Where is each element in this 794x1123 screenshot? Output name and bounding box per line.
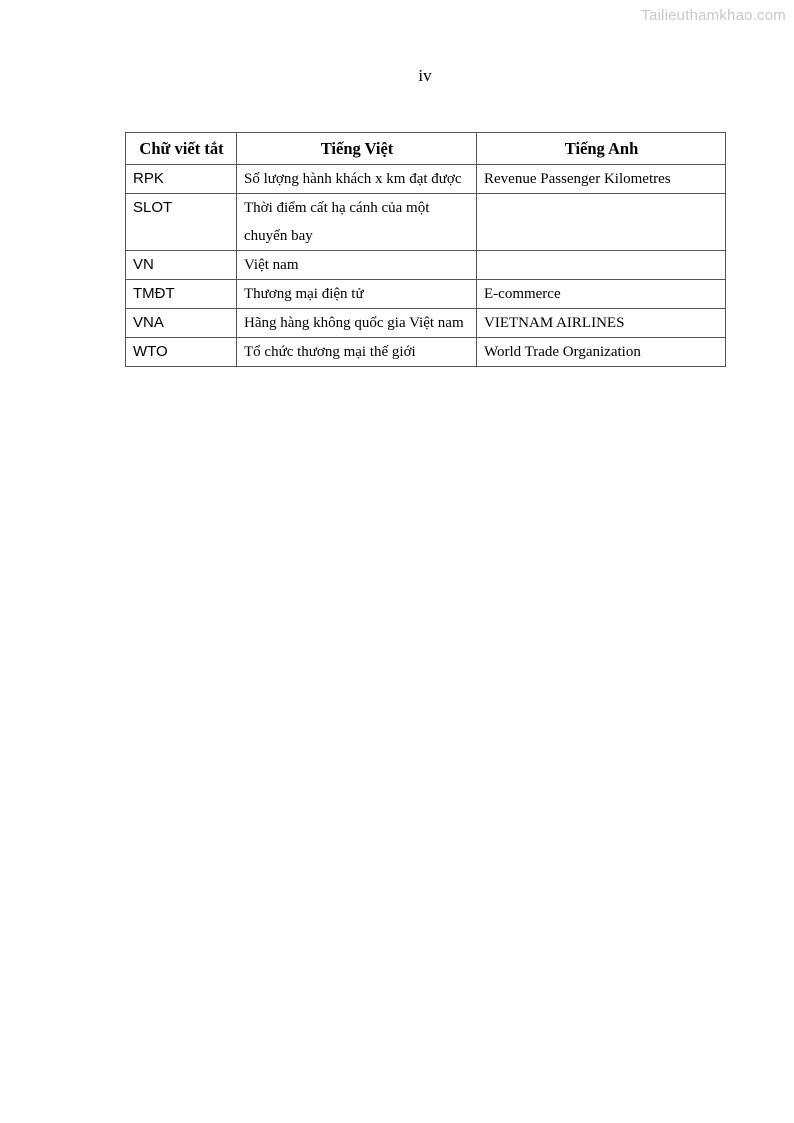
table-row [126,165,726,194]
abbreviation-cell: WTO [126,338,237,367]
table-header-row [126,133,726,165]
abbreviation-cell: TMĐT [126,280,237,309]
english-cell [477,194,726,251]
vietnamese-cell: Hãng hàng không quốc gia Việt nam [237,309,477,338]
table-row [126,309,726,338]
header-vietnamese: Tiếng Việt [237,133,477,165]
english-cell: E-commerce [477,280,726,309]
vietnamese-cell: Tổ chức thương mại thế giới [237,338,477,367]
english-cell: Revenue Passenger Kilometres [477,165,726,194]
header-abbreviation: Chữ viết tắt [126,133,237,165]
abbreviation-cell: RPK [126,165,237,194]
abbreviation-cell: SLOT [126,194,237,251]
abbreviation-table [125,132,726,367]
watermark: Tailieuthamkhao.com [641,7,786,24]
english-cell: VIETNAM AIRLINES [477,309,726,338]
header-english: Tiếng Anh [477,133,726,165]
table-row [126,280,726,309]
english-cell: World Trade Organization [477,338,726,367]
vietnamese-cell: Số lượng hành khách x km đạt được [237,165,477,194]
page-number: iv [418,66,432,85]
vietnamese-cell: Thời điểm cất hạ cánh của một chuyến bay [237,194,477,251]
table-row [126,338,726,367]
table-row [126,194,726,251]
english-cell [477,251,726,280]
vietnamese-cell: Thương mại điện tử [237,280,477,309]
abbreviation-cell: VNA [126,309,237,338]
table-row [126,251,726,280]
abbreviation-cell: VN [126,251,237,280]
vietnamese-cell: Việt nam [237,251,477,280]
